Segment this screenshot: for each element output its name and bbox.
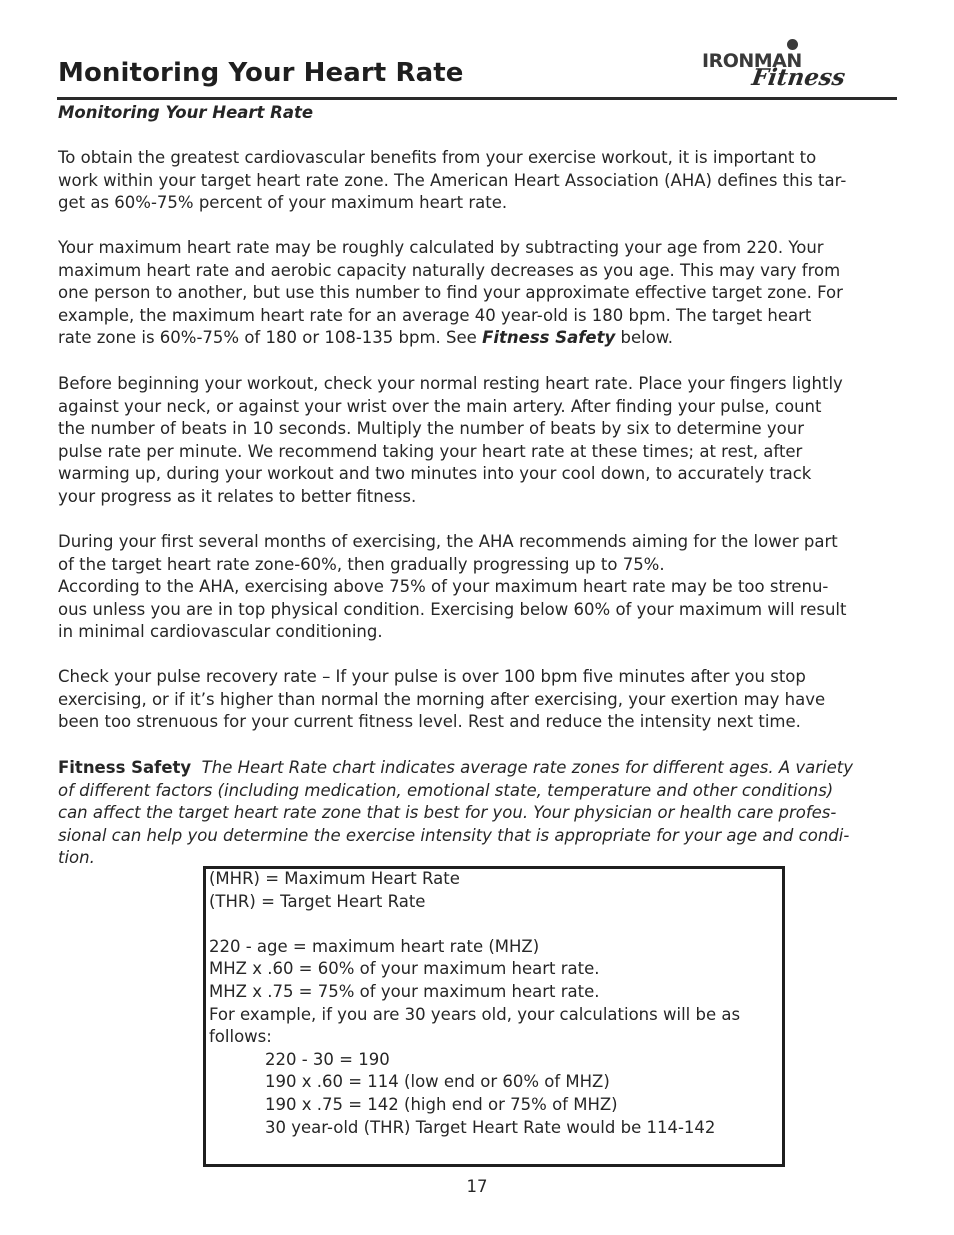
text-line: one person to another, but use this number to find your approximate effective target zone. For [58, 283, 843, 303]
text-line: tion. [58, 848, 95, 868]
paragraph-resting-heart-rate [58, 373, 898, 509]
formula-line: MHZ x .60 = 60% of your maximum heart rate. [209, 959, 600, 979]
formula-example-line: 190 x .75 = 142 (high end or 75% of MHZ) [265, 1095, 618, 1114]
text-line: ous unless you are in top physical condition. Exercising below 60% of your maximum will result [58, 599, 847, 619]
fitness-safety-reference: Fitness Safety [482, 328, 616, 348]
page-number: 17 [466, 1177, 488, 1196]
paragraph-max-heart-rate [58, 237, 898, 350]
text-line: According to the AHA, exercising above 75% of your maximum heart rate may be too strenu- [58, 577, 829, 597]
formula-line: For example, if you are 30 years old, your calculations will be as [209, 1004, 741, 1024]
header-rule [57, 97, 897, 100]
text-line: Your maximum heart rate may be roughly calculated by subtracting your age from 220. Your [58, 238, 824, 257]
fitness-safety-label: Fitness Safety [58, 758, 192, 777]
ironman-fitness-logo [700, 36, 852, 98]
formula-example-line: 220 - 30 = 190 [265, 1049, 390, 1069]
formula-line: MHZ x .75 = 75% of your maximum heart rate. [209, 982, 600, 1001]
paragraph-target-zone [58, 147, 898, 215]
text-line: the number of beats in 10 seconds. Multiply the number of beats by six to determine your [58, 419, 805, 439]
text-line: exercising, or if it’s higher than normal the morning after exercising, your exertion may have [58, 689, 826, 709]
text-run: rate zone is 60%-75% of 180 or 108-135 bpm. See [58, 328, 483, 348]
paragraph-pulse-recovery [58, 666, 898, 734]
heart-rate-formula-box [203, 866, 785, 1167]
text-line: been too strenuous for your current fitness level. Rest and reduce the intensity next time. [58, 712, 801, 732]
text-line: of different factors (including medication, emotional state, temperature and other conditions) [58, 780, 834, 800]
page-title: Monitoring Your Heart Rate [58, 58, 464, 88]
text-run: The Heart Rate chart indicates average rate zones for different ages. A variety [201, 758, 853, 777]
logo-wordmark-top: IRONMAN [702, 50, 802, 72]
text-line: your progress as it relates to better fitness. [58, 486, 417, 506]
formula-line: (THR) = Target Heart Rate [209, 891, 426, 911]
paragraph-fitness-safety [58, 757, 898, 870]
text-line: pulse rate per minute. We recommend taking your heart rate at these times; at rest, after [58, 441, 803, 461]
text-line: Before beginning your workout, check your normal resting heart rate. Place your fingers lightly [58, 374, 843, 393]
section-subtitle: Monitoring Your Heart Rate [58, 103, 314, 122]
text-line [58, 327, 898, 350]
formula-example-line: 190 x .60 = 114 (low end or 60% of MHZ) [265, 1072, 610, 1092]
text-line: against your neck, or against your wrist over the main artery. After finding your pulse, count [58, 396, 822, 416]
formula-example-line: 30 year-old (THR) Target Heart Rate would be 114-142 [265, 1117, 716, 1137]
text-line: get as 60%-75% percent of your maximum heart rate. [58, 193, 508, 213]
text-line: sional can help you determine the exercise intensity that is appropriate for your age and condi- [58, 825, 850, 845]
formula-line: 220 - age = maximum heart rate (MHZ) [209, 936, 540, 956]
text-line: During your first several months of exercising, the AHA recommends aiming for the lower part [58, 532, 838, 551]
text-line: example, the maximum heart rate for an average 40 year-old is 180 bpm. The target heart [58, 305, 812, 325]
text-line [58, 757, 898, 780]
text-run: below. [615, 328, 674, 348]
logo-dot-icon [787, 39, 798, 50]
text-line: warming up, during your workout and two minutes into your cool down, to accurately track [58, 464, 812, 484]
text-line: can affect the target heart rate zone that is best for you. Your physician or health care profes- [58, 803, 837, 823]
logo-wordmark-bottom: Fitness [750, 64, 847, 91]
text-line: Check your pulse recovery rate – If your pulse is over 100 bpm five minutes after you stop [58, 667, 806, 686]
text-line: of the target heart rate zone-60%, then gradually progressing up to 75%. [58, 554, 665, 574]
formula-line: (MHR) = Maximum Heart Rate [209, 869, 460, 888]
text-line: maximum heart rate and aerobic capacity naturally decreases as you age. This may vary from [58, 260, 841, 280]
paragraph-aha-recommendation [58, 531, 898, 644]
formula-line: follows: [209, 1027, 272, 1047]
text-line: To obtain the greatest cardiovascular benefits from your exercise workout, it is important to [58, 148, 817, 167]
text-line: in minimal cardiovascular conditioning. [58, 622, 383, 642]
text-line: work within your target heart rate zone. The American Heart Association (AHA) defines this tar- [58, 170, 847, 190]
